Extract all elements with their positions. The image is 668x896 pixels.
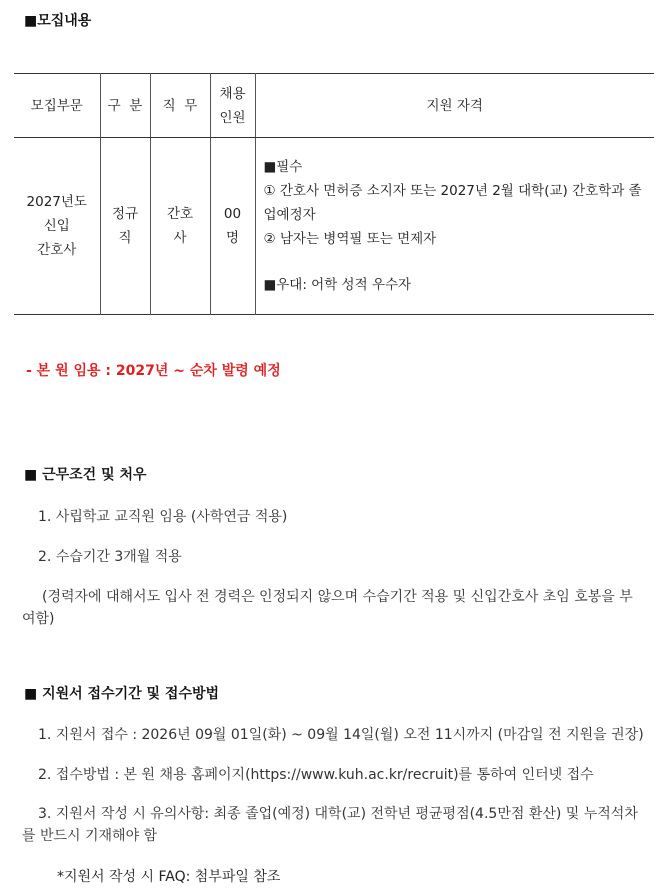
cell-duty: 간호 사: [150, 138, 210, 315]
table-row: [14, 138, 654, 315]
section-title-application: ■ 지원서 접수기간 및 접수방법: [24, 686, 220, 702]
cell-department: 2027년도 신입 간호사: [14, 138, 100, 315]
section-title-recruitment: ■모집내용: [24, 13, 92, 29]
cell-qualification: [255, 138, 654, 315]
qual-military-line: ② 남자는 병역필 또는 면제자: [263, 231, 437, 247]
header-qualification: 지원 자격: [255, 74, 654, 138]
table-header-row: [14, 74, 654, 138]
header-count: 채용 인원: [210, 74, 255, 138]
conditions-item-2: 2. 수습기간 3개월 적용: [38, 549, 182, 565]
cell-count: 00 명: [210, 138, 255, 315]
appointment-notice: - 본 원 임용 : 2027년 ~ 순차 발령 예정: [26, 363, 281, 379]
apply-item-1: 1. 지원서 접수 : 2026년 09월 01일(화) ~ 09월 14일(월) 오전 11시까지 (마감일 전 지원을 권장): [38, 727, 644, 743]
recruitment-table: [14, 73, 654, 315]
qual-preferred-line: ■우대: 어학 성적 우수자: [263, 277, 412, 293]
header-type: 구 분: [100, 74, 150, 138]
apply-item-3: 3. 지원서 작성 시 유의사항: 최종 졸업(예정) 대학(교) 전학년 평균평점(4.5만점 환산) 및 누적석차를 반드시 기재해야 함: [22, 806, 638, 844]
conditions-item-1: 1. 사립학교 교직원 임용 (사학연금 적용): [38, 509, 288, 525]
apply-item-2: 2. 접수방법 : 본 원 채용 홈페이지(https://www.kuh.ac.kr/recruit)를 통하여 인터넷 접수: [38, 767, 594, 783]
qual-license-line: ① 간호사 면허증 소지자 또는 2027년 2월 대학(교) 간호학과 졸업예정자: [263, 183, 642, 223]
faq-reference: *지원서 작성 시 FAQ: 첨부파일 참조: [57, 869, 281, 885]
cell-type: 정규 직: [100, 138, 150, 315]
conditions-note: (경력자에 대해서도 입사 전 경력은 인정되지 않으며 수습기간 적용 및 신입간호사 초임 호봉을 부여함): [22, 589, 633, 627]
header-department: 모집부문: [14, 74, 100, 138]
section-title-conditions: ■ 근무조건 및 처우: [24, 467, 147, 483]
qual-required-title: ■필수: [263, 159, 303, 175]
header-duty: 직 무: [150, 74, 210, 138]
